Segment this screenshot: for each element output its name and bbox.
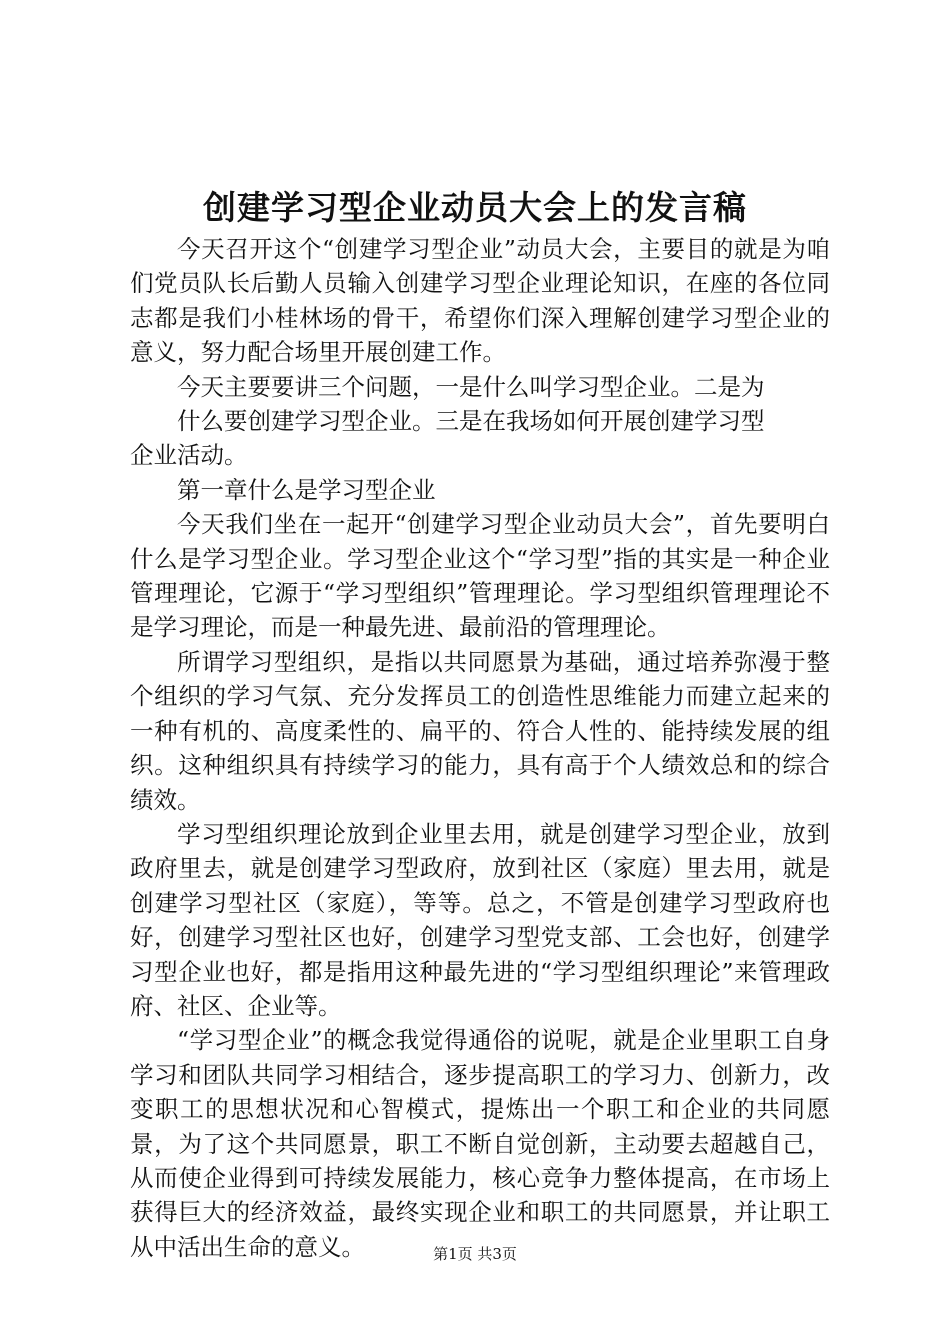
document-body bbox=[130, 232, 830, 1264]
paragraph-definition: 今天我们坐在一起开“创建学习型企业动员大会”，首先要明白什么是学习型企业。学习型企业这个“学习型”指的其实是一种企业管理理论，它源于“学习型组织”管理理论。学习型组织管理理论不是学习理论，而是一种最先进、最前沿的管理理论。 bbox=[130, 510, 830, 642]
paragraph-concept: “学习型企业”的概念我觉得通俗的说呢，就是企业里职工自身学习和团队共同学习相结合，逐步提高职工的学习力、创新力，改变职工的思想状况和心智模式，提炼出一个职工和企业的共同愿景，为了这个共同愿景，职工不断自觉创新，主动要去超越自己，从而使企业得到可持续发展能力，核心竞争力整体提高，在市场上获得巨大的经济效益，最终实现企业和职工的共同愿景，并让职工从中活出生命的意义。 bbox=[130, 1026, 830, 1261]
page-footer: 第1页 共3页 bbox=[433, 1245, 517, 1263]
paragraph-intro: 今天召开这个“创建学习型企业”动员大会，主要目的就是为咱们党员队长后勤人员输入创建学习型企业理论知识，在座的各位同志都是我们小桂林场的骨干，希望你们深入理解创建学习型企业的意义，努力配合场里开展创建工作。 bbox=[130, 235, 830, 367]
paragraph-topics-line-3: 企业活动。 bbox=[130, 441, 248, 470]
paragraph-topics-line-1: 今天主要要讲三个问题，一是什么叫学习型企业。二是为 bbox=[177, 372, 765, 401]
paragraph-topics-line-2: 什么要创建学习型企业。三是在我场如何开展创建学习型 bbox=[177, 407, 765, 436]
document-title: 创建学习型企业动员大会上的发言稿 bbox=[203, 188, 747, 227]
chapter-heading: 第一章什么是学习型企业 bbox=[177, 475, 436, 504]
paragraph-learning-organization: 所谓学习型组织，是指以共同愿景为基础，通过培养弥漫于整个组织的学习气氛、充分发挥员工的创造性思维能力而建立起来的一种有机的、高度柔性的、扁平的、符合人性的、能持续发展的组织。这种组织具有持续学习的能力，具有高于个人绩效总和的综合绩效。 bbox=[130, 647, 830, 814]
paragraph-application: 学习型组织理论放到企业里去用，就是创建学习型企业，放到政府里去，就是创建学习型政府，放到社区（家庭）里去用，就是创建学习型社区（家庭），等等。总之，不管是创建学习型政府也好，创建学习型社区也好，创建学习型党支部、工会也好，创建学习型企业也好，都是指用这种最先进的“学习型组织理论”来管理政府、社区、企业等。 bbox=[130, 819, 830, 1020]
